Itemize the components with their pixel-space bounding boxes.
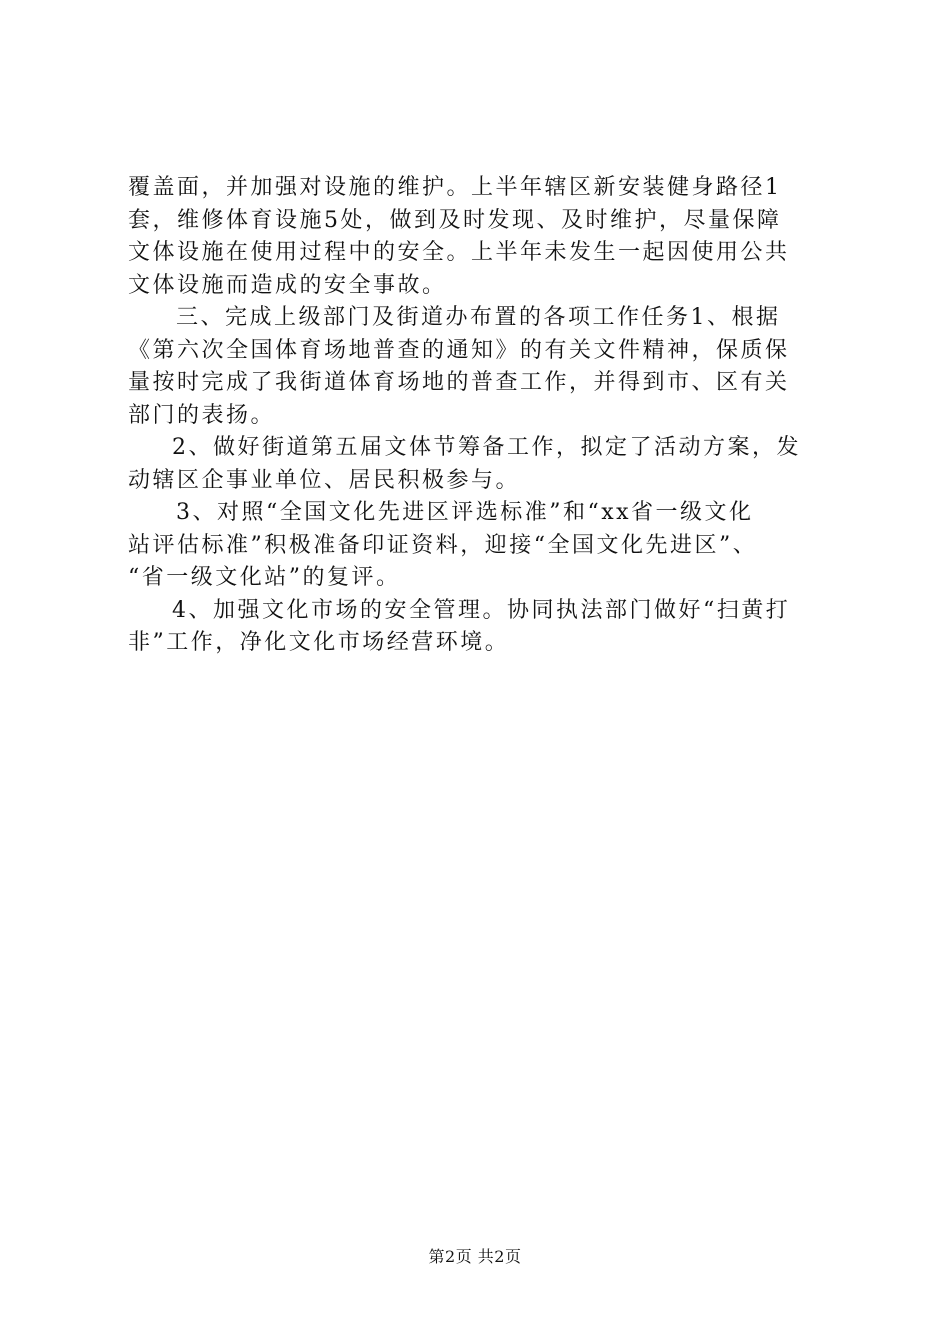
item-4-start: 4、加强文化市场的安全管理。协同执法部门做好“扫黄打 — [172, 597, 791, 623]
text-line: 量按时完成了我街道体育场地的普查工作，并得到市、区有关 — [128, 370, 790, 395]
text-line: 站评估标准”积极准备印证资料，迎接“全国文化先进区”、 — [128, 532, 758, 558]
text-line: 覆盖面，并加强对设施的维护。上半年辖区新安装健身路径1 — [128, 175, 782, 200]
document-body — [128, 172, 832, 660]
text-line: 动辖区企事业单位、居民积极参与。 — [128, 467, 521, 493]
item-2-start: 2、做好街道第五届文体节筹备工作，拟定了活动方案，发 — [172, 435, 801, 460]
text-line: 《第六次全国体育场地普查的通知》的有关文件精神，保质保 — [128, 337, 790, 363]
text-line: 文体设施在使用过程中的安全。上半年未发生一起因使用公共 — [128, 240, 790, 265]
text-line: “省一级文化站”的复评。 — [128, 565, 401, 590]
text-line: 部门的表扬。 — [128, 402, 276, 428]
paragraph-three-start: 三、完成上级部门及街道办布置的各项工作任务1、根据 — [176, 305, 781, 330]
text-line: 文体设施而造成的安全事故。 — [128, 272, 447, 298]
item-3-start: 3、对照“全国文化先进区评选标准”和“xx省一级文化 — [176, 500, 754, 525]
text-line: 非”工作，净化文化市场经营环境。 — [128, 630, 510, 655]
text-line: 套，维修体育设施5处，做到及时发现、及时维护，尽量保障 — [128, 207, 782, 233]
page-footer: 第2页 共2页 — [428, 1247, 522, 1266]
